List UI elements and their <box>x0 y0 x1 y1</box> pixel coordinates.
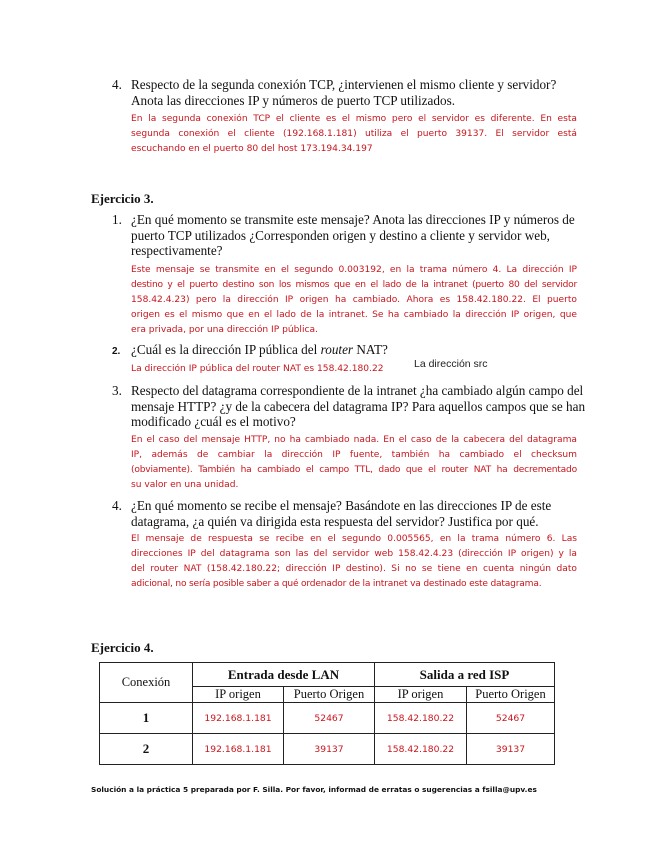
table-row <box>100 703 555 734</box>
subheader-lan-puerto-origen: Puerto Origen <box>284 687 375 703</box>
question-text-line: ¿En qué momento se recibe el mensaje? Basándote en las direcciones IP de este <box>131 498 552 513</box>
answer-line: IP, además de cambiar la dirección IP fuente, también ha cambiado el checksum <box>131 450 577 461</box>
subheader-lan-ip-origen: IP origen <box>193 687 284 703</box>
answer-line: En la segunda conexión TCP el cliente es el mismo pero el servidor es diferente. En esta <box>131 114 577 124</box>
question-text-line: mensaje HTTP? ¿y de la cabecera del datagrama IP? Para aquellos campos que se han <box>131 398 586 414</box>
question-text-italic: router <box>320 342 354 357</box>
cell-isp-ip: 158.42.180.22 <box>375 734 467 765</box>
answer-line: direcciones IP del datagrama son las del servidor web 158.42.4.23 (dirección IP origen) y la <box>131 549 577 560</box>
answer-line: El mensaje de respuesta se recibe en el segundo 0.005565, en la trama número 6. Las <box>131 534 577 544</box>
cell-lan-ip: 192.168.1.181 <box>193 734 284 765</box>
answer-1 <box>131 263 577 338</box>
page-footer: Solución a la práctica 5 preparada por F. Silla. Por favor, informad de erratas o sugerencias a fsilla@upv.es <box>91 785 537 794</box>
cell-lan-ip: 192.168.1.181 <box>193 703 284 734</box>
question-number: 2. <box>112 346 121 357</box>
cell-isp-ip: 158.42.180.22 <box>375 703 467 734</box>
answer-line: destino y el puerto destino son los mismos que en el lado de la intranet (puerto 80 del servidor <box>131 280 577 291</box>
question-text-line: Respecto de la segunda conexión TCP, ¿intervienen el mismo cliente y servidor? <box>131 77 557 92</box>
question-text-line: respectivamente? <box>131 243 223 258</box>
answer-prev-4 <box>131 112 577 157</box>
answer-2: La dirección IP pública del router NAT es 158.42.180.22 <box>131 364 384 374</box>
section-heading-ejercicio-3: Ejercicio 3. <box>91 191 154 206</box>
header-conexion: Conexión <box>100 663 193 703</box>
question-text: NAT? <box>353 342 388 357</box>
question-number: 4. <box>112 498 122 513</box>
answer-line: segunda conexión el cliente (192.168.1.181) utiliza el puerto 39137. El servidor está <box>131 129 577 140</box>
answer-line: 158.42.4.23) pero la dirección IP origen ha cambiado. Ahora es 158.42.180.22. El puerto <box>131 295 577 306</box>
cell-lan-port: 52467 <box>284 703 375 734</box>
answer-line: origen es el mismo que en el lado de la intranet. Se ha cambiado la dirección IP origen, que <box>131 310 577 321</box>
question-text-line: Respecto del datagrama correspondiente de la intranet ¿ha cambiado algún campo del <box>131 383 584 398</box>
question-text-line: modificado ¿cuál es el motivo? <box>131 414 296 429</box>
answer-line: Este mensaje se transmite en el segundo 0.003192, en la trama número 4. La dirección IP <box>131 265 577 275</box>
annotation-note: La dirección src <box>414 358 488 370</box>
cell-isp-port: 39137 <box>467 734 555 765</box>
answer-3 <box>131 433 577 493</box>
question-text-line: Anota las direcciones IP y números de puerto TCP utilizados. <box>131 92 456 108</box>
section-heading-ejercicio-4: Ejercicio 4. <box>91 640 154 655</box>
subheader-isp-ip-origen: IP origen <box>375 687 467 703</box>
question-number: 4. <box>112 77 122 92</box>
cell-conexion: 2 <box>100 734 193 765</box>
cell-lan-port: 39137 <box>284 734 375 765</box>
cell-isp-port: 52467 <box>467 703 555 734</box>
question-text-line: datagrama, ¿a quién va dirigida esta respuesta del servidor? Justifica por qué. <box>131 513 539 529</box>
answer-line: escuchando en el puerto 80 del host 173.194.34.197 <box>131 144 373 155</box>
question-number: 3. <box>112 383 122 398</box>
header-group-lan: Entrada desde LAN <box>193 663 375 687</box>
answer-line: adicional, no sería posible saber a qué ordenador de la intranet va destinado este datagrama. <box>131 579 542 590</box>
question-number: 1. <box>112 212 122 227</box>
table-row <box>100 734 555 765</box>
nat-table <box>99 662 555 765</box>
header-group-isp: Salida a red ISP <box>375 663 555 687</box>
subheader-isp-puerto-origen: Puerto Origen <box>467 687 555 703</box>
cell-conexion: 1 <box>100 703 193 734</box>
answer-line: su valor en una unidad. <box>131 480 239 491</box>
answer-line: (obviamente). También ha cambiado el campo TTL, dado que el router NAT ha decrementado <box>131 465 577 476</box>
answer-line: En el caso del mensaje HTTP, no ha cambiado nada. En el caso de la cabecera del datagrama <box>131 435 577 445</box>
answer-line: era privada, por una dirección IP pública. <box>131 325 318 336</box>
question-text-line: puerto TCP utilizados ¿Corresponden origen y destino a cliente y servidor web, <box>131 227 550 243</box>
question-text: ¿Cuál es la dirección IP pública del <box>131 342 321 357</box>
answer-4 <box>131 532 577 592</box>
question-text-line: ¿En qué momento se transmite este mensaje? Anota las direcciones IP y números de <box>131 212 575 227</box>
answer-line: del router NAT (158.42.180.22; dirección IP destino). Si no se tiene en cuenta ningún dato <box>131 564 577 575</box>
